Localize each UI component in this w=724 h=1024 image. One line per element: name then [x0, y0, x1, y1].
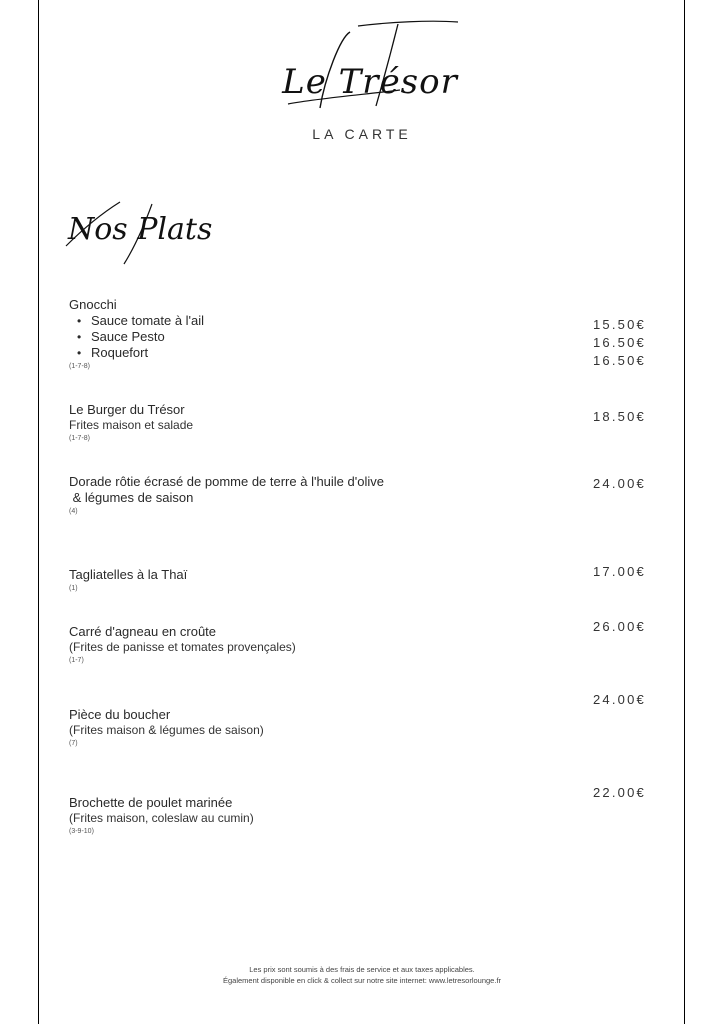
item-price: 16.50€: [593, 353, 646, 368]
menu-item-burger: [69, 402, 193, 443]
logo-text: Le Trésor: [282, 62, 458, 102]
item-name: Tagliatelles à la Thaï: [69, 567, 188, 582]
item-name: Le Burger du Trésor: [69, 402, 185, 417]
menu-subtitle: LA CARTE: [312, 126, 412, 142]
option-item: • Roquefort: [77, 345, 204, 361]
item-price: 15.50€: [593, 317, 646, 332]
item-price: 16.50€: [593, 335, 646, 350]
page-border-left: [38, 0, 39, 1024]
item-description: Frites maison et salade: [69, 418, 194, 432]
item-description: (Frites de panisse et tomates provençales): [69, 640, 296, 654]
item-name-continued: & légumes de saison: [69, 490, 194, 505]
item-allergens: (1-7-8): [69, 363, 91, 370]
item-price: 24.00€: [593, 476, 646, 491]
item-allergens: (4): [69, 508, 78, 515]
item-allergens: (1-7-8): [69, 435, 91, 442]
menu-item-tagliatelles: [69, 567, 187, 593]
item-price: 18.50€: [593, 409, 646, 424]
menu-item-brochette: [69, 795, 254, 836]
item-name: Gnocchi: [69, 297, 117, 312]
footer-line: Également disponible en click & collect sur notre site internet: www.letresorlounge.fr: [222, 976, 502, 985]
page-border-right: [684, 0, 685, 1024]
item-price: 22.00€: [593, 785, 646, 800]
menu-item-piece-boucher: [69, 707, 264, 748]
menu-item-gnocchi: [69, 297, 204, 371]
menu-item-agneau: [69, 624, 296, 665]
item-allergens: (1): [69, 585, 78, 592]
item-description: (Frites maison, coleslaw au cumin): [69, 811, 254, 825]
item-price: 17.00€: [593, 564, 646, 579]
item-price: 26.00€: [593, 619, 646, 634]
item-allergens: (7): [69, 740, 78, 747]
item-description: (Frites maison & légumes de saison): [69, 723, 264, 737]
option-list: [69, 313, 204, 361]
item-name: Carré d'agneau en croûte: [69, 624, 217, 639]
item-name: Dorade rôtie écrasé de pomme de terre à l'huile d'olive: [69, 474, 384, 489]
menu-item-dorade: [69, 474, 384, 516]
item-allergens: (3-9-10): [69, 828, 94, 835]
section-title-text: Nos Plats: [68, 212, 213, 247]
logo: [280, 18, 460, 113]
item-price: 24.00€: [593, 692, 646, 707]
item-name: Brochette de poulet marinée: [69, 795, 233, 810]
footer-line: Les prix sont soumis à des frais de service et aux taxes applicables.: [249, 965, 475, 974]
option-item: • Sauce Pesto: [77, 329, 204, 345]
item-allergens: (1-7): [69, 657, 84, 664]
item-name: Pièce du boucher: [69, 707, 171, 722]
footer-note: [0, 964, 724, 986]
section-title: [64, 198, 214, 268]
option-item: • Sauce tomate à l'ail: [77, 313, 204, 329]
